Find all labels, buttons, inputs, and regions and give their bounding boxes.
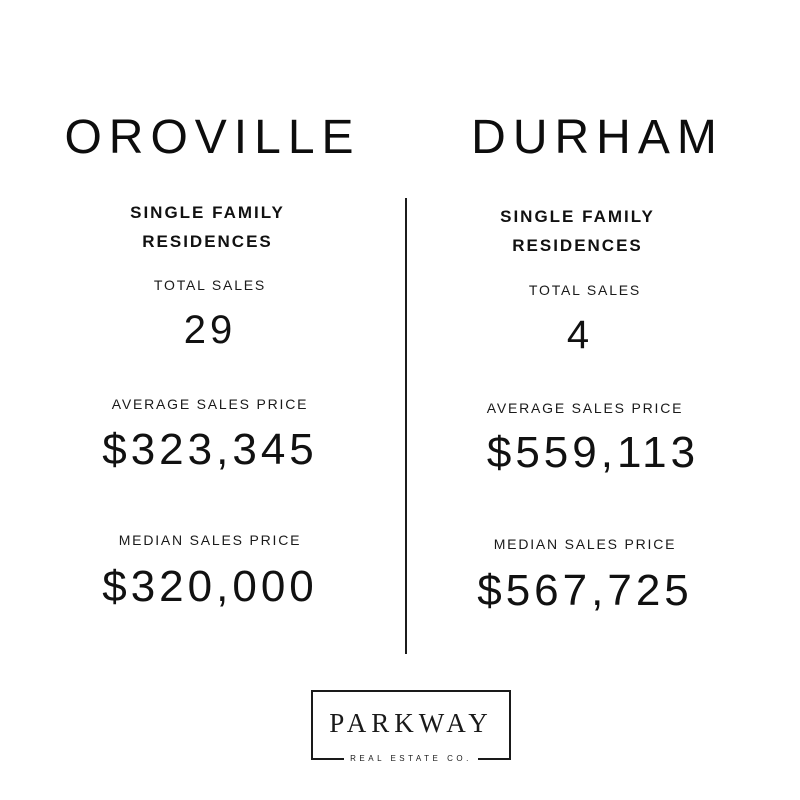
category-line-1: SINGLE FAMILY — [130, 203, 285, 222]
column-divider — [405, 198, 407, 654]
logo-tagline: REAL ESTATE CO. — [344, 754, 478, 763]
category-heading-durham — [465, 202, 690, 260]
category-line-1: SINGLE FAMILY — [500, 207, 655, 226]
median-price-label-oroville: MEDIAN SALES PRICE — [118, 532, 302, 548]
median-price-value-oroville: $320,000 — [102, 562, 318, 611]
parkway-logo — [311, 690, 511, 763]
category-line-2: RESIDENCES — [142, 232, 273, 251]
average-price-label-durham: AVERAGE SALES PRICE — [486, 400, 684, 416]
city-title-durham: DURHAM — [471, 111, 724, 164]
median-price-value-durham: $567,725 — [477, 566, 693, 615]
average-price-label-oroville: AVERAGE SALES PRICE — [111, 396, 309, 412]
total-sales-value-oroville: 29 — [183, 308, 237, 352]
logo-tagline-wrap — [313, 754, 509, 763]
logo-name: PARKWAY — [329, 708, 493, 738]
median-price-label-durham: MEDIAN SALES PRICE — [493, 536, 677, 552]
total-sales-value-durham: 4 — [566, 313, 594, 357]
average-price-value-oroville: $323,345 — [102, 425, 318, 474]
total-sales-label-oroville: TOTAL SALES — [153, 277, 267, 293]
total-sales-label-durham: TOTAL SALES — [528, 282, 642, 298]
city-title-oroville: OROVILLE — [64, 111, 361, 164]
category-line-2: RESIDENCES — [512, 236, 643, 255]
category-heading-oroville — [95, 198, 320, 256]
average-price-value-durham: $559,113 — [486, 428, 700, 477]
